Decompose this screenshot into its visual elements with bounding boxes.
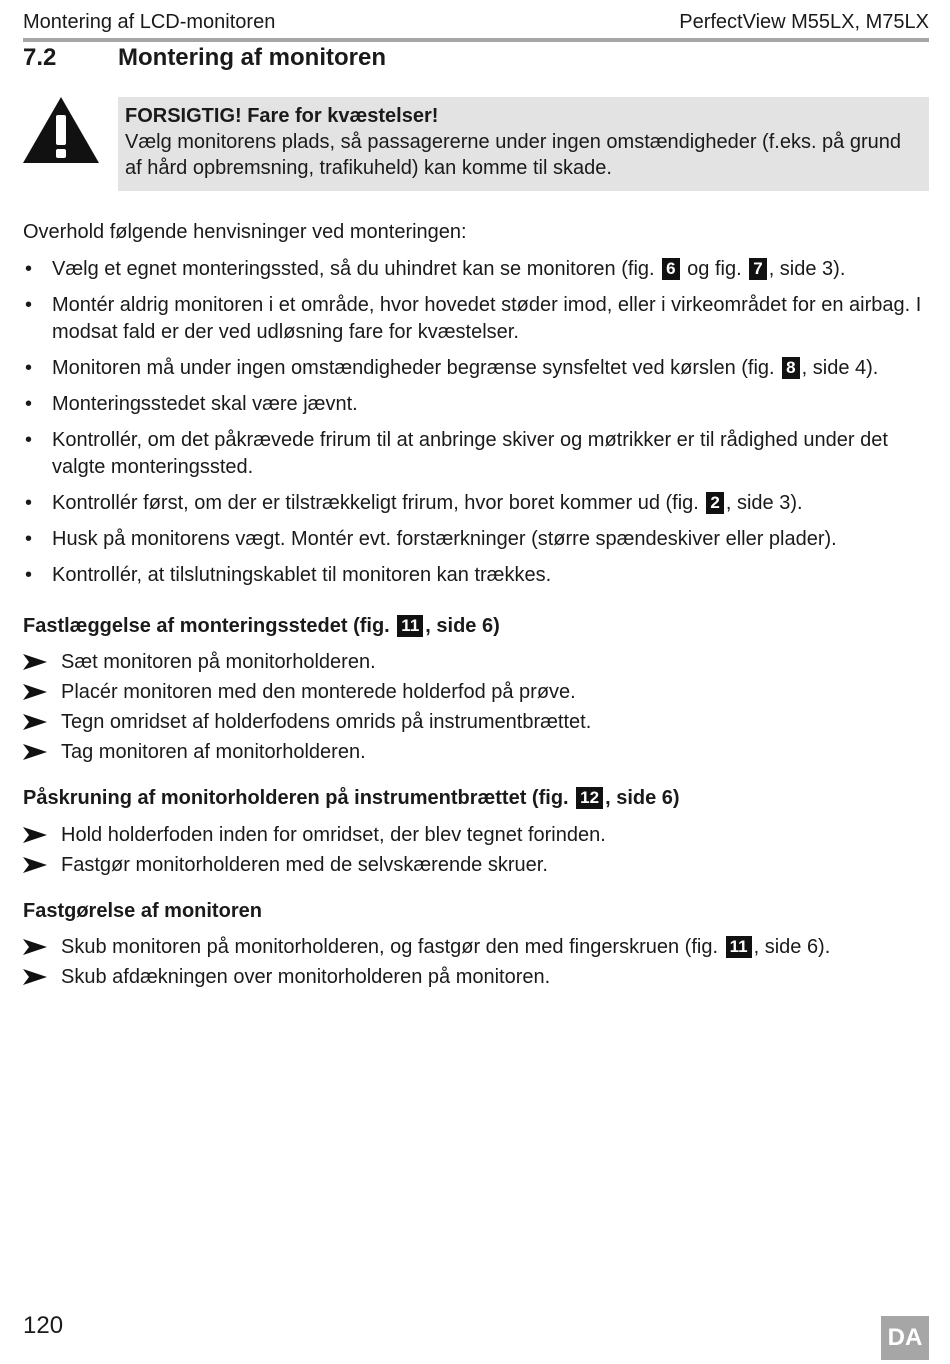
section-number: 7.2	[23, 44, 57, 71]
list-item-text: , side 4).	[801, 357, 879, 379]
section-title: Montering af monitoren	[118, 44, 386, 71]
step-item	[23, 962, 935, 992]
bullet-icon: •	[25, 258, 33, 280]
figure-ref: 11	[397, 615, 423, 637]
step-item	[23, 850, 935, 880]
subheading-text: , side 6)	[605, 787, 680, 809]
figure-ref: 2	[706, 492, 723, 514]
figure-ref: 11	[726, 936, 752, 958]
list-item-text: , side 3).	[768, 258, 846, 280]
subheading-mounting-location	[23, 613, 500, 639]
list-item-text: Monteringsstedet skal være jævnt.	[52, 393, 358, 415]
steps-list-mounting-location	[23, 647, 935, 767]
subheading-text: , side 6)	[425, 615, 500, 637]
list-item-text: Kontrollér, om det påkrævede frirum til at anbringe skiver og møtrikker er til rådighed under det valgte monteringssted.	[52, 429, 888, 478]
warning-title: FORSIGTIG! Fare for kvæstelser!	[125, 105, 439, 127]
steps-list-fasten-monitor	[23, 932, 935, 992]
warning-box	[118, 97, 929, 191]
list-item-text: , side 3).	[725, 492, 803, 514]
subheading-text: Påskruning af monitorholderen på instrumentbrættet (fig.	[23, 787, 569, 809]
bullet-list	[23, 256, 935, 598]
header-chapter-title: Montering af LCD-monitoren	[23, 11, 276, 33]
arrow-right-icon	[23, 744, 47, 760]
list-item	[23, 562, 935, 589]
subheading-text: Fastlæggelse af monteringsstedet (fig.	[23, 615, 390, 637]
header-product-name: PerfectView M55LX, M75LX	[679, 11, 929, 33]
step-text: Placér monitoren med den monterede holderfod på prøve.	[61, 681, 576, 703]
list-item-text: Kontrollér først, om der er tilstrækkeligt frirum, hvor boret kommer ud (fig.	[52, 492, 699, 514]
list-item	[23, 391, 935, 418]
bullet-icon: •	[25, 492, 33, 514]
bullet-icon: •	[25, 393, 33, 415]
bullet-icon: •	[25, 294, 33, 316]
step-item	[23, 737, 935, 767]
list-item	[23, 256, 935, 283]
subheading-fasten-monitor: Fastgørelse af monitoren	[23, 900, 262, 922]
list-item-text: Vælg et egnet monteringssted, så du uhindret kan se monitoren (fig.	[52, 258, 655, 280]
page-number: 120	[23, 1312, 64, 1339]
step-text: Tegn omridset af holderfodens omrids på instrumentbrættet.	[61, 711, 592, 733]
step-item	[23, 677, 935, 707]
step-item	[23, 820, 935, 850]
list-item	[23, 355, 935, 382]
page-header	[23, 8, 929, 42]
step-text: Skub monitoren på monitorholderen, og fastgør den med fingerskruen (fig.	[61, 936, 719, 958]
bullet-icon: •	[25, 429, 33, 451]
step-text: Hold holderfoden inden for omridset, der blev tegnet forinden.	[61, 824, 606, 846]
step-text: Fastgør monitorholderen med de selvskærende skruer.	[61, 854, 548, 876]
figure-ref: 6	[662, 258, 679, 280]
bullet-icon: •	[25, 357, 33, 379]
list-item	[23, 526, 935, 553]
step-text: Sæt monitoren på monitorholderen.	[61, 651, 376, 673]
language-badge: DA	[881, 1316, 929, 1360]
list-item	[23, 427, 935, 481]
warning-text: Vælg monitorens plads, så passagererne under ingen omstændigheder (f.eks. på grund af hård opbremsning, trafikuheld) kan komme til skade.	[125, 131, 902, 179]
step-item	[23, 932, 935, 962]
step-text: , side 6).	[753, 936, 831, 958]
list-item-text: Monitoren må under ingen omstændigheder begrænse synsfeltet ved kørslen (fig.	[52, 357, 775, 379]
figure-ref: 12	[576, 787, 603, 809]
steps-list-screw-holder	[23, 820, 935, 880]
intro-text: Overhold følgende henvisninger ved monteringen:	[23, 221, 467, 243]
list-item	[23, 292, 935, 346]
arrow-right-icon	[23, 684, 47, 700]
arrow-right-icon	[23, 939, 47, 955]
figure-ref: 7	[749, 258, 766, 280]
section-heading	[23, 43, 386, 73]
bullet-icon: •	[25, 564, 33, 586]
step-text: Skub afdækningen over monitorholderen på monitoren.	[61, 966, 551, 988]
arrow-right-icon	[23, 714, 47, 730]
list-item-text: Kontrollér, at tilslutningskablet til monitoren kan trækkes.	[52, 564, 552, 586]
warning-triangle-icon	[22, 95, 100, 165]
arrow-right-icon	[23, 969, 47, 985]
subheading-screw-holder	[23, 785, 680, 811]
list-item-text: og fig.	[681, 258, 742, 280]
figure-ref: 8	[782, 357, 799, 379]
step-item	[23, 707, 935, 737]
bullet-icon: •	[25, 528, 33, 550]
list-item-text: Husk på monitorens vægt. Montér evt. forstærkninger (større spændeskiver eller plader).	[52, 528, 837, 550]
arrow-right-icon	[23, 857, 47, 873]
arrow-right-icon	[23, 827, 47, 843]
step-text: Tag monitoren af monitorholderen.	[61, 741, 366, 763]
arrow-right-icon	[23, 654, 47, 670]
list-item	[23, 490, 935, 517]
step-item	[23, 647, 935, 677]
list-item-text: Montér aldrig monitoren i et område, hvor hovedet støder imod, eller i virkeområdet for en airbag. I modsat fald er der ved udløsning fare for kvæstelser.	[52, 294, 922, 343]
